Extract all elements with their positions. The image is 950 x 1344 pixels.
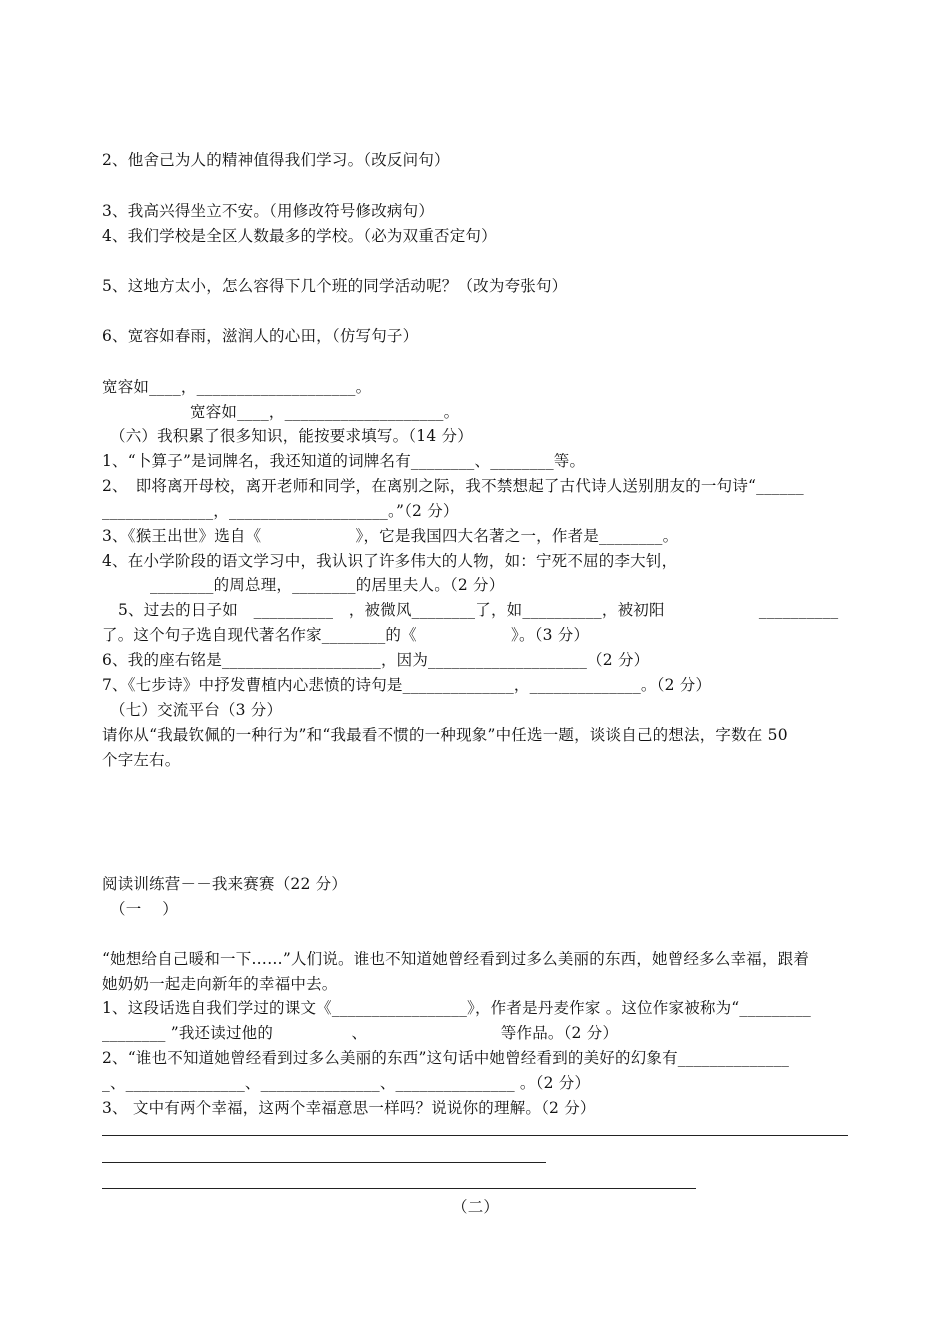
question-double-negative: 4、我们学校是全区人数最多的学校。（必为双重否定句）	[102, 227, 497, 245]
reading-question-1-cont: ________ ”我还读过他的 、 等作品。（2 分）	[102, 1024, 619, 1042]
question-farewell-poem: 2、 即将离开母校，离开老师和同学，在离别之际，我不禁想起了古代诗人送别朋友的一句诗“______	[102, 477, 804, 495]
question-seven-step-poem: 7、《七步诗》中抒发曹植内心悲愤的诗句是______________，______________。（2 分）	[102, 676, 712, 694]
question-motto: 6、我的座右铭是____________________，因为____________________（2 分）	[102, 651, 650, 669]
question-past-days: 5、过去的日子如 __________ ，被微风________了，如__________，被初阳 __________	[118, 601, 839, 619]
question-monkey-king: 3、《猴王出世》选自《 》，它是我国四大名著之一，作者是________。	[102, 527, 679, 545]
question-imitate-sentence: 6、宽容如春雨，滋润人的心田，（仿写句子）	[102, 327, 419, 345]
answer-rule	[102, 1188, 696, 1189]
passage-one-label: （一 ）	[110, 900, 178, 918]
question-rewrite-rhetorical: 2、他舍己为人的精神值得我们学习。（改反问句）	[102, 151, 450, 169]
question-great-people-cont: ________的周总理，________的居里夫人。（2 分）	[150, 576, 505, 594]
answer-rule	[102, 1135, 848, 1136]
question-fix-sentence: 3、我高兴得坐立不安。（用修改符号修改病句）	[102, 202, 435, 220]
reading-question-3: 3、 文中有两个幸福，这两个幸福意思一样吗？说说你的理解。（2 分）	[102, 1099, 596, 1117]
question-great-people: 4、在小学阶段的语文学习中，我认识了许多伟大的人物，如：宁死不屈的李大钊，	[102, 552, 678, 570]
passage-text: “她想给自己暖和一下……”人们说。谁也不知道她曾经看到过多么美丽的东西，她曾经多么幸福，跟着	[102, 950, 810, 968]
question-exaggeration: 5、这地方太小，怎么容得下几个班的同学活动呢？（改为夸张句）	[102, 277, 568, 295]
answer-line-1: 宽容如____，____________________。	[102, 378, 372, 396]
answer-line-2: 宽容如____，____________________。	[190, 403, 460, 421]
writing-prompt-cont: 个字左右。	[102, 751, 181, 769]
question-cipai: 1、“卜算子”是词牌名，我还知道的词牌名有________、________等。	[102, 452, 586, 470]
reading-question-2: 2、“谁也不知道她曾经看到过多么美丽的东西”这句话中她曾经看到的美好的幻象有______________	[102, 1049, 790, 1067]
reading-question-1: 1、这段话选自我们学过的课文《_________________》，作者是丹麦作家 。这位作家被称为“_________	[102, 999, 811, 1017]
answer-rule	[102, 1162, 546, 1163]
passage-two-label: （二）	[452, 1198, 500, 1216]
question-past-days-cont: 了。这个句子选自现代著名作家________的《 》。（3 分）	[102, 626, 590, 644]
section-six-heading: （六）我积累了很多知识，能按要求填写。（14 分）	[110, 427, 473, 445]
writing-prompt: 请你从“我最钦佩的一种行为”和“我最看不惯的一种现象”中任选一题，谈谈自己的想法，字数在 50	[102, 726, 788, 744]
reading-section-heading: 阅读训练营－－我来赛赛（22 分）	[102, 875, 348, 893]
question-farewell-poem-cont: ______________，____________________。”（2 分）	[102, 502, 459, 520]
section-seven-heading: （七）交流平台（3 分）	[110, 701, 283, 719]
reading-question-2-cont: _、_______________、_______________、_______________ 。（2 分）	[102, 1074, 591, 1092]
passage-text-cont: 她奶奶一起走向新年的幸福中去。	[102, 975, 338, 993]
